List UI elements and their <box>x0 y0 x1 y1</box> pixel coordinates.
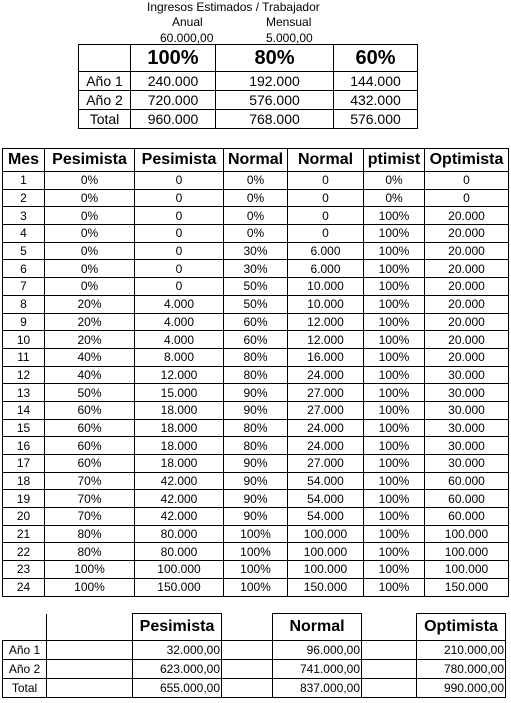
pesimista-value-cell: 15.000 <box>135 384 224 402</box>
normal-pct-cell: 90% <box>224 490 288 508</box>
spacer-cell <box>362 614 417 641</box>
optimista-value-cell: 20.000 <box>425 348 509 366</box>
normal-pct-cell: 100% <box>224 578 288 596</box>
cell: 837.000,00 <box>273 679 362 698</box>
pesimista-pct-cell: 0% <box>45 189 135 207</box>
optimista-pct-cell: 100% <box>364 543 425 561</box>
cell: 768.000 <box>216 110 334 129</box>
table-row <box>3 313 509 331</box>
cell: 720.000 <box>131 91 216 110</box>
optimista-pct-cell: 0% <box>364 189 425 207</box>
normal-value-cell: 0 <box>288 225 364 243</box>
row-label: Año 1 <box>79 72 131 91</box>
month-cell: 20 <box>3 508 45 526</box>
normal-pct-cell: 90% <box>224 508 288 526</box>
month-cell: 1 <box>3 172 45 190</box>
month-cell: 13 <box>3 384 45 402</box>
optimista-pct-cell: 100% <box>364 313 425 331</box>
optimista-pct-cell: 100% <box>364 419 425 437</box>
normal-value-cell: 24.000 <box>288 437 364 455</box>
table-row <box>3 260 509 278</box>
header-mes: Mes <box>3 149 45 172</box>
month-cell: 14 <box>3 401 45 419</box>
table-row <box>3 295 509 313</box>
table-row <box>3 278 509 296</box>
pesimista-value-cell: 0 <box>135 260 224 278</box>
month-cell: 17 <box>3 455 45 473</box>
optimista-value-cell: 60.000 <box>425 490 509 508</box>
percent-header: 60% <box>334 45 418 72</box>
normal-value-cell: 54.000 <box>288 508 364 526</box>
pesimista-pct-cell: 60% <box>45 455 135 473</box>
monthly-label: Mensual <box>266 15 312 29</box>
pesimista-pct-cell: 0% <box>45 207 135 225</box>
optimista-pct-cell: 100% <box>364 384 425 402</box>
pesimista-value-cell: 4.000 <box>135 331 224 349</box>
table-row <box>3 561 509 579</box>
table-row <box>3 437 509 455</box>
cell: 576.000 <box>334 110 418 129</box>
table-row <box>3 172 509 190</box>
normal-value-cell: 12.000 <box>288 313 364 331</box>
pesimista-pct-cell: 40% <box>45 366 135 384</box>
pesimista-pct-cell: 0% <box>45 172 135 190</box>
optimista-pct-cell: 100% <box>364 525 425 543</box>
optimista-pct-cell: 100% <box>364 401 425 419</box>
table-row <box>3 525 509 543</box>
pesimista-pct-cell: 0% <box>45 225 135 243</box>
optimista-value-cell: 20.000 <box>425 225 509 243</box>
spacer-cell <box>222 660 273 679</box>
normal-value-cell: 0 <box>288 172 364 190</box>
normal-value-cell: 150.000 <box>288 578 364 596</box>
table-row <box>3 660 506 679</box>
pesimista-pct-cell: 0% <box>45 242 135 260</box>
normal-value-cell: 10.000 <box>288 295 364 313</box>
month-cell: 16 <box>3 437 45 455</box>
optimista-pct-cell: 100% <box>364 561 425 579</box>
table-row <box>3 455 509 473</box>
normal-value-cell: 54.000 <box>288 490 364 508</box>
normal-value-cell: 100.000 <box>288 561 364 579</box>
cell: 240.000 <box>131 72 216 91</box>
row-label: Año 1 <box>3 641 47 660</box>
column-header-row <box>3 149 509 172</box>
pesimista-value-cell: 80.000 <box>135 543 224 561</box>
header-normal-value: Normal <box>288 149 364 172</box>
optimista-pct-cell: 100% <box>364 508 425 526</box>
pesimista-value-cell: 150.000 <box>135 578 224 596</box>
pesimista-value-cell: 0 <box>135 225 224 243</box>
pesimista-pct-cell: 70% <box>45 508 135 526</box>
optimista-value-cell: 30.000 <box>425 401 509 419</box>
scenario-header-row <box>3 614 506 641</box>
optimista-value-cell: 0 <box>425 189 509 207</box>
normal-value-cell: 27.000 <box>288 401 364 419</box>
optimista-value-cell: 30.000 <box>425 384 509 402</box>
optimista-value-cell: 20.000 <box>425 331 509 349</box>
table-row <box>3 401 509 419</box>
header-pesimista-pct: Pesimista <box>45 149 135 172</box>
pesimista-pct-cell: 70% <box>45 472 135 490</box>
normal-value-cell: 24.000 <box>288 419 364 437</box>
optimista-value-cell: 30.000 <box>425 455 509 473</box>
month-cell: 23 <box>3 561 45 579</box>
table-row <box>3 331 509 349</box>
pesimista-value-cell: 0 <box>135 207 224 225</box>
normal-pct-cell: 100% <box>224 525 288 543</box>
table-row <box>3 508 509 526</box>
optimista-pct-cell: 100% <box>364 472 425 490</box>
normal-value-cell: 6.000 <box>288 242 364 260</box>
pesimista-pct-cell: 50% <box>45 384 135 402</box>
table-row <box>3 543 509 561</box>
optimista-value-cell: 20.000 <box>425 278 509 296</box>
optimista-pct-cell: 100% <box>364 331 425 349</box>
month-cell: 11 <box>3 348 45 366</box>
pesimista-value-cell: 18.000 <box>135 437 224 455</box>
normal-value-cell: 6.000 <box>288 260 364 278</box>
cell: 192.000 <box>216 72 334 91</box>
normal-pct-cell: 0% <box>224 172 288 190</box>
pesimista-value-cell: 0 <box>135 172 224 190</box>
normal-pct-cell: 30% <box>224 242 288 260</box>
cell: 655.000,00 <box>133 679 222 698</box>
cell: 210.000,00 <box>417 641 506 660</box>
optimista-value-cell: 20.000 <box>425 260 509 278</box>
table-row <box>3 189 509 207</box>
month-cell: 4 <box>3 225 45 243</box>
spacer-cell <box>47 679 133 698</box>
percent-header: 80% <box>216 45 334 72</box>
month-cell: 10 <box>3 331 45 349</box>
month-cell: 21 <box>3 525 45 543</box>
optimista-pct-cell: 100% <box>364 295 425 313</box>
month-cell: 7 <box>3 278 45 296</box>
normal-value-cell: 0 <box>288 207 364 225</box>
cell: 96.000,00 <box>273 641 362 660</box>
normal-pct-cell: 50% <box>224 278 288 296</box>
normal-pct-cell: 100% <box>224 561 288 579</box>
normal-pct-cell: 90% <box>224 384 288 402</box>
spacer-cell <box>47 614 133 641</box>
month-cell: 12 <box>3 366 45 384</box>
month-cell: 22 <box>3 543 45 561</box>
pesimista-pct-cell: 60% <box>45 437 135 455</box>
annual-label: Anual <box>172 15 203 29</box>
header-normal-pct: Normal <box>224 149 288 172</box>
optimista-value-cell: 100.000 <box>425 561 509 579</box>
table-row <box>3 384 509 402</box>
pesimista-pct-cell: 0% <box>45 260 135 278</box>
normal-pct-cell: 0% <box>224 189 288 207</box>
spacer-cell <box>222 614 273 641</box>
table-row <box>3 419 509 437</box>
pesimista-pct-cell: 60% <box>45 419 135 437</box>
pesimista-value-cell: 4.000 <box>135 295 224 313</box>
table-row <box>3 225 509 243</box>
month-cell: 24 <box>3 578 45 596</box>
scenario-totals-table <box>2 613 506 698</box>
pesimista-value-cell: 42.000 <box>135 472 224 490</box>
optimista-pct-cell: 100% <box>364 207 425 225</box>
optimista-value-cell: 100.000 <box>425 543 509 561</box>
empty-cell <box>3 614 47 641</box>
spacer-cell <box>47 641 133 660</box>
cell: 623.000,00 <box>133 660 222 679</box>
pesimista-pct-cell: 20% <box>45 295 135 313</box>
normal-pct-cell: 90% <box>224 472 288 490</box>
normal-value-cell: 54.000 <box>288 472 364 490</box>
table-row <box>3 348 509 366</box>
pesimista-value-cell: 80.000 <box>135 525 224 543</box>
optimista-value-cell: 20.000 <box>425 242 509 260</box>
month-cell: 8 <box>3 295 45 313</box>
normal-pct-cell: 90% <box>224 401 288 419</box>
optimista-pct-cell: 100% <box>364 490 425 508</box>
optimista-value-cell: 60.000 <box>425 508 509 526</box>
optimista-pct-cell: 100% <box>364 278 425 296</box>
row-label: Total <box>79 110 131 129</box>
optimista-value-cell: 30.000 <box>425 366 509 384</box>
header-optimista-value: Optimista <box>425 149 509 172</box>
table-row <box>3 207 509 225</box>
optimista-pct-cell: 100% <box>364 225 425 243</box>
monthly-value: 5.000,00 <box>266 31 313 45</box>
estimated-income-title: Ingresos Estimados / Trabajador <box>147 0 320 14</box>
spacer-cell <box>362 641 417 660</box>
normal-pct-cell: 60% <box>224 331 288 349</box>
pesimista-pct-cell: 40% <box>45 348 135 366</box>
pesimista-value-cell: 4.000 <box>135 313 224 331</box>
spacer-cell <box>362 679 417 698</box>
cell: 960.000 <box>131 110 216 129</box>
normal-value-cell: 24.000 <box>288 366 364 384</box>
pesimista-pct-cell: 80% <box>45 543 135 561</box>
cell: 741.000,00 <box>273 660 362 679</box>
pesimista-value-cell: 42.000 <box>135 490 224 508</box>
pesimista-pct-cell: 20% <box>45 313 135 331</box>
pesimista-value-cell: 0 <box>135 278 224 296</box>
normal-value-cell: 16.000 <box>288 348 364 366</box>
table-row <box>79 110 418 129</box>
pesimista-value-cell: 0 <box>135 189 224 207</box>
month-cell: 15 <box>3 419 45 437</box>
optimista-value-cell: 100.000 <box>425 525 509 543</box>
table-row <box>3 641 506 660</box>
optimista-pct-cell: 100% <box>364 455 425 473</box>
table-row <box>3 578 509 596</box>
optimista-value-cell: 150.000 <box>425 578 509 596</box>
normal-pct-cell: 50% <box>224 295 288 313</box>
table-row <box>3 679 506 698</box>
normal-value-cell: 100.000 <box>288 543 364 561</box>
month-cell: 2 <box>3 189 45 207</box>
spacer-cell <box>47 660 133 679</box>
pesimista-value-cell: 12.000 <box>135 366 224 384</box>
cell: 780.000,00 <box>417 660 506 679</box>
cell: 990.000,00 <box>417 679 506 698</box>
percent-header-row <box>79 45 418 72</box>
row-label: Total <box>3 679 47 698</box>
table-row <box>79 72 418 91</box>
optimista-pct-cell: 0% <box>364 172 425 190</box>
spacer-cell <box>222 641 273 660</box>
optimista-pct-cell: 100% <box>364 260 425 278</box>
table-row <box>3 472 509 490</box>
pesimista-value-cell: 18.000 <box>135 401 224 419</box>
optimista-value-cell: 20.000 <box>425 207 509 225</box>
month-cell: 18 <box>3 472 45 490</box>
pesimista-pct-cell: 100% <box>45 561 135 579</box>
optimista-value-cell: 30.000 <box>425 419 509 437</box>
pesimista-value-cell: 0 <box>135 242 224 260</box>
normal-pct-cell: 0% <box>224 207 288 225</box>
optimista-pct-cell: 100% <box>364 366 425 384</box>
yearly-summary-table <box>78 44 418 129</box>
spacer-cell <box>362 660 417 679</box>
optimista-value-cell: 60.000 <box>425 472 509 490</box>
pesimista-value-cell: 8.000 <box>135 348 224 366</box>
pesimista-value-cell: 42.000 <box>135 508 224 526</box>
optimista-pct-cell: 100% <box>364 348 425 366</box>
optimista-value-cell: 20.000 <box>425 295 509 313</box>
table-row <box>3 490 509 508</box>
normal-pct-cell: 80% <box>224 419 288 437</box>
optimista-value-cell: 20.000 <box>425 313 509 331</box>
table-row <box>79 91 418 110</box>
optimista-pct-cell: 100% <box>364 437 425 455</box>
month-cell: 9 <box>3 313 45 331</box>
header-optimista: Optimista <box>417 614 506 641</box>
cell: 432.000 <box>334 91 418 110</box>
pesimista-pct-cell: 70% <box>45 490 135 508</box>
optimista-value-cell: 30.000 <box>425 437 509 455</box>
pesimista-pct-cell: 80% <box>45 525 135 543</box>
optimista-pct-cell: 100% <box>364 578 425 596</box>
optimista-value-cell: 0 <box>425 172 509 190</box>
normal-value-cell: 27.000 <box>288 384 364 402</box>
cell: 144.000 <box>334 72 418 91</box>
normal-pct-cell: 60% <box>224 313 288 331</box>
monthly-income-table <box>2 148 509 597</box>
pesimista-value-cell: 100.000 <box>135 561 224 579</box>
month-cell: 5 <box>3 242 45 260</box>
spacer-cell <box>222 679 273 698</box>
normal-value-cell: 12.000 <box>288 331 364 349</box>
annual-value: 60.000,00 <box>160 31 214 45</box>
empty-header-cell <box>79 45 131 72</box>
row-label: Año 2 <box>3 660 47 679</box>
normal-pct-cell: 80% <box>224 366 288 384</box>
table-row <box>3 366 509 384</box>
pesimista-pct-cell: 100% <box>45 578 135 596</box>
header-optimista-pct: ptimist <box>364 149 425 172</box>
normal-pct-cell: 90% <box>224 455 288 473</box>
normal-pct-cell: 100% <box>224 543 288 561</box>
normal-pct-cell: 80% <box>224 348 288 366</box>
row-label: Año 2 <box>79 91 131 110</box>
pesimista-pct-cell: 0% <box>45 278 135 296</box>
header-pesimista-value: Pesimista <box>135 149 224 172</box>
monthly-rows <box>3 172 509 597</box>
header-pesimista: Pesimista <box>133 614 222 641</box>
normal-value-cell: 100.000 <box>288 525 364 543</box>
pesimista-pct-cell: 20% <box>45 331 135 349</box>
cell: 576.000 <box>216 91 334 110</box>
normal-value-cell: 27.000 <box>288 455 364 473</box>
normal-value-cell: 0 <box>288 189 364 207</box>
pesimista-pct-cell: 60% <box>45 401 135 419</box>
optimista-pct-cell: 100% <box>364 242 425 260</box>
normal-pct-cell: 30% <box>224 260 288 278</box>
normal-value-cell: 10.000 <box>288 278 364 296</box>
normal-pct-cell: 0% <box>224 225 288 243</box>
table-row <box>3 242 509 260</box>
cell: 32.000,00 <box>133 641 222 660</box>
pesimista-value-cell: 18.000 <box>135 419 224 437</box>
pesimista-value-cell: 18.000 <box>135 455 224 473</box>
percent-header: 100% <box>131 45 216 72</box>
normal-pct-cell: 80% <box>224 437 288 455</box>
month-cell: 19 <box>3 490 45 508</box>
header-normal: Normal <box>273 614 362 641</box>
month-cell: 6 <box>3 260 45 278</box>
month-cell: 3 <box>3 207 45 225</box>
